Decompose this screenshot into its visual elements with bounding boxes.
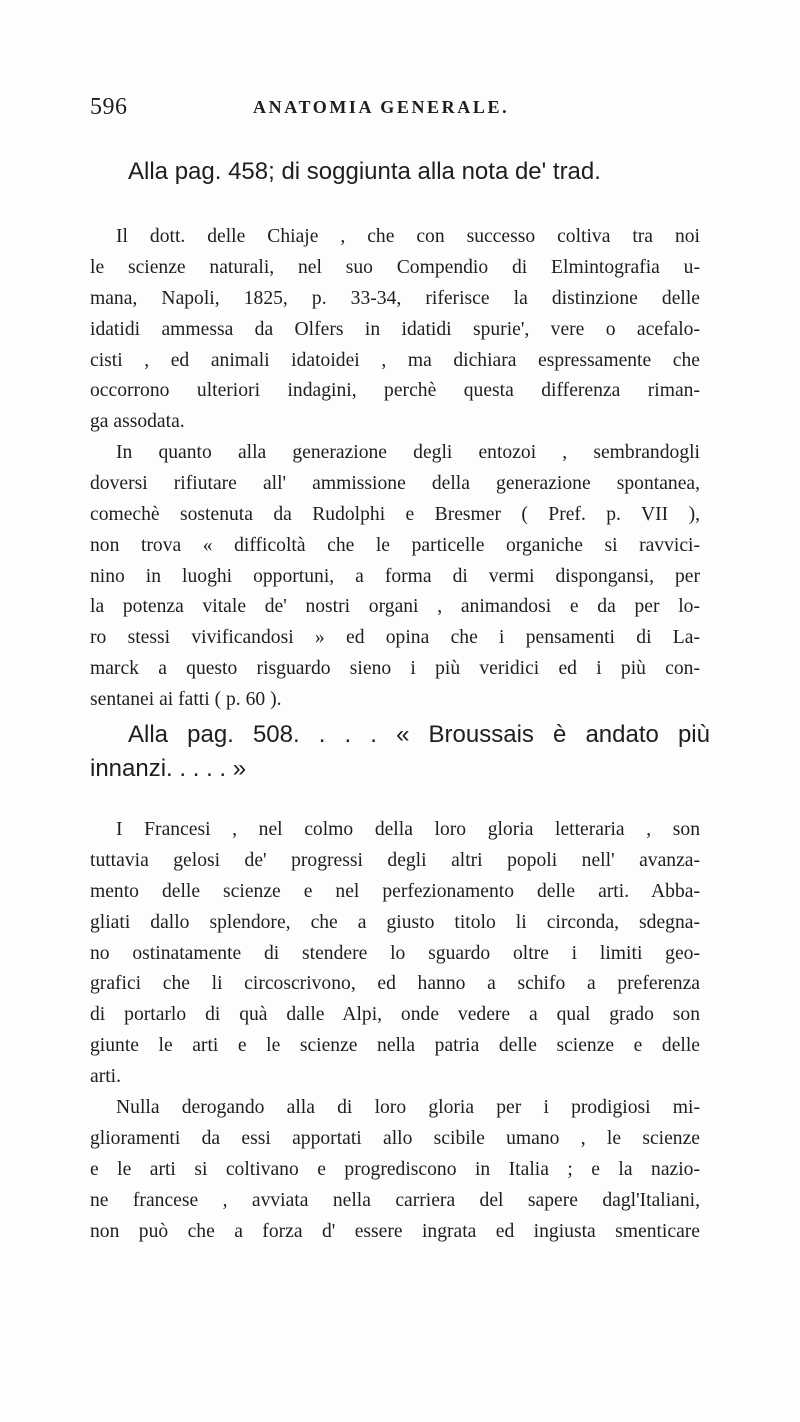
text-line: doversi rifiutare all' ammissione della generazione spontanea, — [90, 472, 700, 494]
text-line: arti. — [90, 1066, 122, 1088]
text-line: occorrono ulteriori indagini, perchè questa differenza riman- — [90, 380, 700, 402]
text-line: tuttavia gelosi de' progressi degli altri popoli nell' avanza- — [90, 849, 700, 871]
text-line: comechè sostenuta da Rudolphi e Bresmer ( Pref. p. VII ), — [90, 503, 700, 525]
text-line: Il dott. delle Chiaje , che con successo coltiva tra noi — [116, 226, 700, 247]
section-heading-text: Alla pag. 508. . . . « Broussais è andato più — [128, 721, 710, 748]
paragraph — [90, 1093, 700, 1247]
paragraph — [90, 438, 700, 716]
text-line: le scienze naturali, nel suo Compendio di Elmintografia u- — [90, 256, 700, 278]
running-title: ANATOMIA GENERALE. — [253, 97, 510, 117]
running-head — [90, 94, 710, 124]
text-line: In quanto alla generazione degli entozoi , sembrandogli — [116, 442, 700, 463]
text-line: la potenza vitale de' nostri organi , animandosi e da per lo- — [90, 596, 700, 618]
page-number: 596 — [90, 94, 128, 120]
text-line: cisti , ed animali idatoidei , ma dichiara espressamente che — [90, 349, 700, 371]
text-line: Nulla derogando alla di loro gloria per i prodigiosi mi- — [116, 1097, 700, 1118]
text-line: giunte le arti e le scienze nella patria delle scienze e delle — [90, 1035, 700, 1057]
text-line: nino in luoghi opportuni, a forma di vermi dispongansi, per — [90, 565, 700, 587]
text-line: gliati dallo splendore, che a giusto titolo li circonda, sdegna- — [90, 911, 700, 933]
text-line: ga assodata. — [90, 411, 185, 433]
text-line: I Francesi , nel colmo della loro gloria letteraria , son — [116, 819, 700, 840]
text-line: e le arti si coltivano e progrediscono in Italia ; e la nazio- — [90, 1158, 700, 1180]
text-line: non trova « difficoltà che le particelle organiche si ravvici- — [90, 534, 700, 556]
text-line: sentanei ai fatti ( p. 60 ). — [90, 689, 282, 711]
paragraph — [90, 815, 700, 1093]
text-line: mana, Napoli, 1825, p. 33-34, riferisce la distinzione delle — [90, 287, 700, 309]
text-line: no ostinatamente di stendere lo sguardo oltre i limiti geo- — [90, 942, 700, 964]
text-line: ro stessi vivificandosi » ed opina che i pensamenti di La- — [90, 627, 700, 649]
section-heading-text: innanzi. . . . . » — [90, 755, 247, 782]
text-line: grafici che li circoscrivono, ed hanno a schifo a preferenza — [90, 973, 700, 995]
text-line: di portarlo di quà dalle Alpi, onde vedere a qual grado son — [90, 1004, 700, 1026]
text-line: mento delle scienze e nel perfezionamento delle arti. Abba- — [90, 880, 700, 902]
section-heading-text: Alla pag. 458; di soggiunta alla nota de' trad. — [128, 158, 601, 185]
text-line: non può che a forza d' essere ingrata ed ingiusta smenticare — [90, 1220, 700, 1242]
text-line: marck a questo risguardo sieno i più veridici ed i più con- — [90, 658, 700, 680]
text-line: glioramenti da essi apportati allo scibile umano , le scienze — [90, 1127, 700, 1149]
paragraph — [90, 222, 700, 438]
section-heading-2 — [90, 718, 710, 786]
section-heading-1 — [90, 155, 710, 189]
text-line: ne francese , avviata nella carriera del sapere dagl'Italiani, — [90, 1189, 700, 1211]
text-line: idatidi ammessa da Olfers in idatidi spurie', vere o acefalo- — [90, 318, 700, 340]
